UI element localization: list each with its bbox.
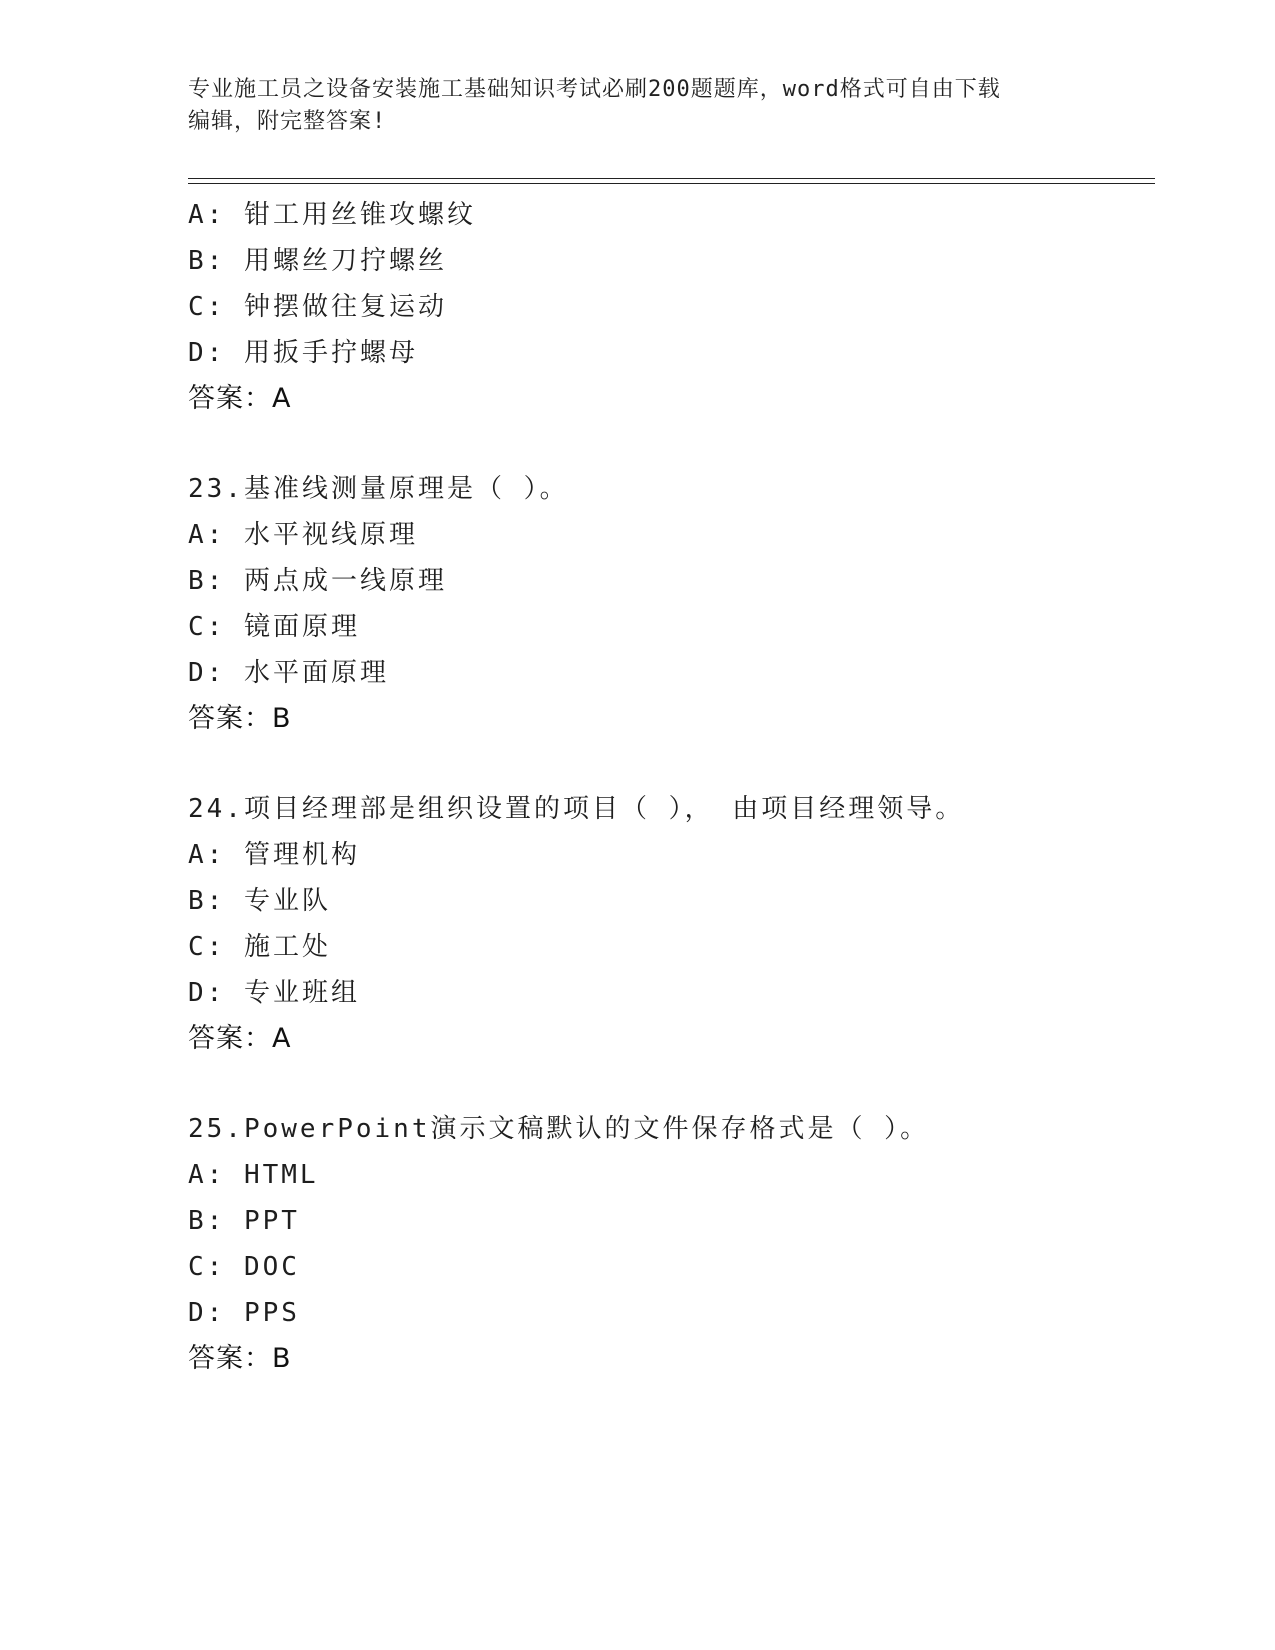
question-block xyxy=(188,1106,1148,1382)
header-title-line-1: 专业施工员之设备安装施工基础知识考试必刷200题题库，word格式可自由下载 xyxy=(188,77,1001,102)
answer-line: 答案：B xyxy=(188,703,292,734)
question-block xyxy=(188,192,1148,422)
question-stem: 23.基准线测量原理是（ ）。 xyxy=(188,474,569,504)
answer-line: 答案：B xyxy=(188,1343,292,1374)
option-a: A: 水平视线原理 xyxy=(188,520,418,550)
document-header xyxy=(188,74,1088,138)
answer-line: 答案：A xyxy=(188,383,292,414)
option-b: B: PPT xyxy=(188,1206,300,1236)
question-list xyxy=(188,192,1148,1382)
option-d: D: 水平面原理 xyxy=(188,658,389,688)
option-c: C: 镜面原理 xyxy=(188,612,360,642)
option-c: C: DOC xyxy=(188,1252,300,1282)
option-a: A: 钳工用丝锥攻螺纹 xyxy=(188,200,476,230)
option-c: C: 施工处 xyxy=(188,932,331,962)
option-a: A: HTML xyxy=(188,1160,319,1190)
option-d: D: PPS xyxy=(188,1298,300,1328)
answer-line: 答案：A xyxy=(188,1023,292,1054)
question-stem: 24.项目经理部是组织设置的项目（ ）， 由项目经理领导。 xyxy=(188,794,965,824)
option-d: D: 专业班组 xyxy=(188,978,360,1008)
header-title-line-2: 编辑，附完整答案! xyxy=(188,109,387,134)
header-divider-bottom xyxy=(188,183,1155,184)
option-b: B: 用螺丝刀拧螺丝 xyxy=(188,246,447,276)
header-divider-top xyxy=(188,178,1155,179)
option-a: A: 管理机构 xyxy=(188,840,360,870)
option-d: D: 用扳手拧螺母 xyxy=(188,338,418,368)
option-b: B: 两点成一线原理 xyxy=(188,566,447,596)
block-spacer xyxy=(188,422,1148,466)
question-block xyxy=(188,786,1148,1062)
block-spacer xyxy=(188,1062,1148,1106)
question-block xyxy=(188,466,1148,742)
question-stem: 25.PowerPoint演示文稿默认的文件保存格式是（ ）。 xyxy=(188,1114,930,1144)
option-b: B: 专业队 xyxy=(188,886,331,916)
option-c: C: 钟摆做往复运动 xyxy=(188,292,447,322)
block-spacer xyxy=(188,742,1148,786)
